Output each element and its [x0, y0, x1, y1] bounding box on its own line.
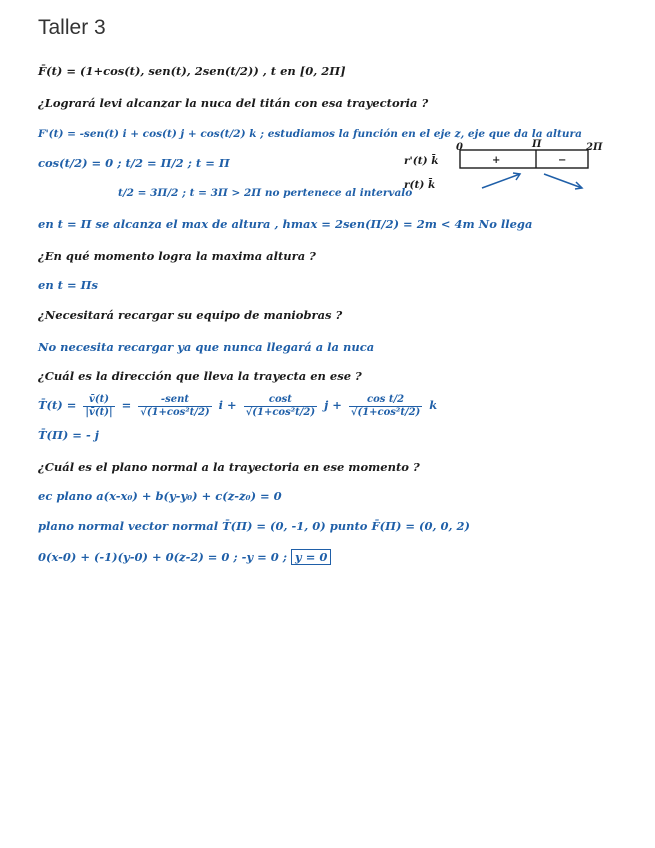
critical-point-line: cos(t/2) = 0 ; t/2 = Π/2 ; t = Π — [38, 156, 230, 170]
question-normal-plane: ¿Cuál es el plano normal a la trayectoria en ese momento ? — [38, 460, 420, 474]
derivative-line: F'(t) = -sen(t) i + cos(t) j + cos(t/2) k ; estudiamos la función en el eje z, eje que da la altura — [38, 128, 582, 140]
fraction-velocity — [83, 394, 114, 419]
second-critical-line: t/2 = 3Π/2 ; t = 3Π > 2Π no pertenece al intervalo — [118, 187, 413, 199]
fraction-j-den: √(1+cos²t/2) — [245, 406, 316, 418]
fraction-velocity-num: v̄(t) — [83, 394, 114, 407]
boxed-answer: y = 0 — [291, 549, 331, 565]
fraction-velocity-den: |v̄(t)| — [85, 406, 113, 418]
tangent-equals: = — [121, 398, 132, 412]
fraction-j-num: cost — [244, 394, 317, 407]
plane-equation: ec plano a(x-x₀) + b(y-y₀) + c(z-z₀) = 0 — [38, 489, 282, 503]
question-reach-nape: ¿Logrará levi alcanzar la nuca del titán con esa trayectoria ? — [38, 96, 429, 110]
tangent-formula — [38, 392, 437, 419]
question-direction: ¿Cuál es la dirección que lleva la trayecta en ese ? — [38, 369, 362, 383]
tick-two-pi: 2Π — [586, 142, 603, 153]
fraction-i-den: √(1+cos²t/2) — [140, 406, 210, 418]
question-reload: ¿Necesitará recargar su equipo de maniobras ? — [38, 308, 343, 322]
fraction-k-num: cos t/2 — [349, 394, 422, 407]
final-derivation: 0(x-0) + (-1)(y-0) + 0(z-2) = 0 ; -y = 0 ; — [38, 550, 292, 564]
sign-plus: + — [492, 155, 501, 166]
tangent-at-pi: T̄(Π) = - j — [38, 428, 99, 442]
tick-zero: 0 — [456, 142, 463, 153]
sign-row-derivative-label: r'(t) k̄ — [404, 155, 439, 167]
sign-minus: − — [558, 155, 567, 166]
tick-pi: Π — [532, 139, 542, 150]
increasing-arrow — [482, 174, 520, 188]
component-i: i + — [218, 398, 237, 412]
component-j: j + — [324, 398, 342, 412]
sign-box — [460, 150, 588, 168]
answer-max-time: en t = Πs — [38, 278, 98, 292]
question-max-time: ¿En qué momento logra la maxima altura ? — [38, 249, 316, 263]
fraction-i-num: -sent — [138, 394, 211, 407]
normal-vector-line: plano normal vector normal T̄(Π) = (0, -1, 0) punto F̄(Π) = (0, 0, 2) — [38, 519, 470, 533]
fraction-k-den: √(1+cos²t/2) — [350, 406, 421, 418]
final-answer-line — [38, 550, 331, 564]
sign-row-function-label: r(t) k̄ — [404, 179, 436, 191]
tangent-lhs: T̄(t) = — [38, 398, 77, 412]
decreasing-arrow — [544, 174, 582, 188]
fraction-k — [349, 394, 422, 419]
fraction-i — [138, 394, 211, 419]
max-height-line: en t = Π se alcanza el max de altura , hmax = 2sen(Π/2) = 2m < 4m No llega — [38, 217, 533, 231]
fraction-j — [244, 394, 317, 419]
page-title: Taller 3 — [38, 16, 106, 39]
component-k: k — [429, 398, 438, 412]
answer-reload: No necesita recargar ya que nunca llegará a la nuca — [38, 340, 375, 354]
position-function-line: F̄(t) = (1+cos(t), sen(t), 2sen(t/2)) , t en [0, 2Π] — [38, 64, 346, 78]
